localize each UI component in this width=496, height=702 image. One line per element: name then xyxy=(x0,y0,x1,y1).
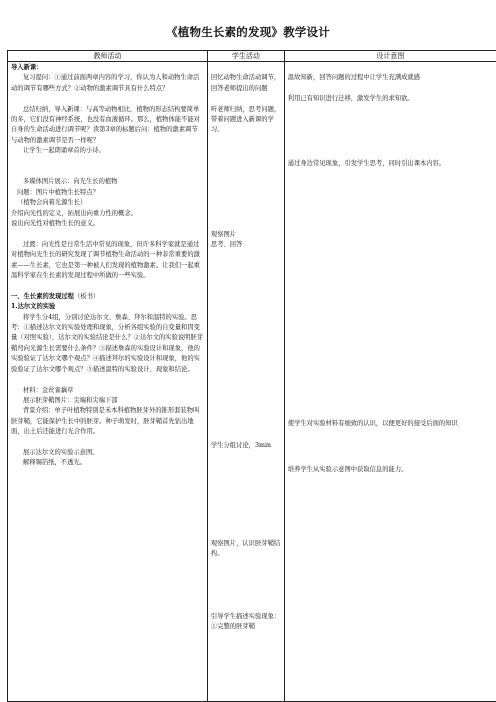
transition-paragraph: 过渡：向光性是日常生活中常见的现象，但许多科学家就是通过对植物向光生长的研究发现了调节植物生命活动的一种非常重要的激素——生长素，它也是第一种被人们发现的植物激素。让我们一起重温科学家在生长素的发现过程中所做的一些实验。 xyxy=(11,240,200,280)
phototropism-definition: 介绍向光性的定义，拓展出向重力性的概念。 xyxy=(11,209,137,217)
table-header-row xyxy=(8,51,496,62)
background-paragraph: 背景介绍：单子叶植物特别是禾本科植物胚芽外的锥形套装物叫胚芽鞘，它能保护生长中的胚芽。种子萌发时，胚芽鞘首先钻出地面，出土后还能进行光合作用。 xyxy=(11,407,200,436)
table-body-row xyxy=(8,62,496,702)
section-1-title: 一、生长素的发现过程 xyxy=(11,292,74,300)
material-line: 材料：金丝雀藕草 xyxy=(23,386,74,394)
question-line: 问题：图片中植物生长特点？ xyxy=(17,188,99,196)
section-1-note: （板书） xyxy=(73,292,100,300)
summary-paragraph: 总结归纳，导入新课：与高等动物相比，植物的形态结构要简单的多，它们没有神经系统，也没有血液循环。那么，植物体能不能对自身的生命活动进行调节呢？读第3章的标题后问：植物的激素调节与动物的激素调节是否一样呢？ xyxy=(11,105,200,144)
student-describe: 引导学生描述实验现象：①完整的胚芽鞘 xyxy=(210,612,281,631)
subsection-darwin-heading: 1.达尔文的实验 xyxy=(11,303,56,311)
teacher-activity-cell xyxy=(8,62,208,702)
intent-phenomenon: 通过身边常见现象，引发学生思考，同时引出课本内容。 xyxy=(287,159,446,167)
intro-heading: 导入新课： xyxy=(11,64,43,71)
intent-material: 使学生对实验材料有细致的认识，以便更好的接受后面的知识 xyxy=(287,420,458,427)
group-discussion-paragraph: 将学生分4组，分别讨论达尔文、詹森、拜尔和温特的实验。思考：①描述达尔文的实验处理和现象，分析各组实验的自变量和因变量（对照实验），达尔文的实验结论是什么？②达尔文的实验说明胚芽鞘弯向光源生长需要什么条件？③描述詹森的实验设计和现象，他的实验验证了达尔文哪个观点？④描述拜尔的实验设计和现象，他的实验验证了达尔文哪个观点？⑤描述温特的实验设计、现象和结论。 xyxy=(11,313,204,373)
coleoptile-image-line: 展示胚芽鞘图片：尖端和尖端下部 xyxy=(23,396,118,404)
lesson-table xyxy=(7,50,496,702)
student-observe: 观察图片 xyxy=(210,230,237,238)
section-1-heading xyxy=(11,292,204,302)
header-teacher: 教师活动 xyxy=(8,51,208,62)
design-intent-cell xyxy=(284,62,496,702)
intent-diagram: 培养学生从实验示意图中获取信息的能力。 xyxy=(287,466,408,474)
header-student: 学生活动 xyxy=(207,51,284,62)
student-observe-coleoptile: 观察图片，认识胚芽鞘结构。 xyxy=(210,540,281,558)
intent-review: 温故知新，回答问题的过程中让学生充满成就感 xyxy=(287,74,420,82)
answer-line: （植物会向着光源生长） xyxy=(17,199,87,207)
intent-transfer: 利用已有知识进行迁移，激发学生的求知欲。 xyxy=(287,95,414,103)
student-activity-cell xyxy=(207,62,284,702)
header-intent: 设计意图 xyxy=(284,51,496,62)
student-recall: 回忆动物生命活动调节，回答老师提出的问题 xyxy=(210,74,281,92)
student-think: 思考、回答 xyxy=(210,241,243,249)
darwin-diagram-line: 展示达尔文的实验示意图。 xyxy=(23,448,99,456)
student-listen: 听老师归纳，思考问题，带着问题进入新课的学习。 xyxy=(210,105,281,134)
poem-instruction: 让学生一起朗诵章首的小诗。 xyxy=(23,147,105,155)
page-title: 《植物生长素的发现》教学设计 xyxy=(166,25,330,39)
multimedia-line: 多媒体图片展示：向光生长的植物 xyxy=(23,178,118,186)
phototropism-meaning: 说出向光性对植物生长的意义。 xyxy=(11,220,100,228)
tinfoil-line: 解释锡箔纸，不透光。 xyxy=(23,459,86,467)
review-question: 复习提问：①通过前面两章内容的学习，你认为人和动物生命活动的调节有哪些方式？②动物的激素调节具有什么特点？ xyxy=(11,74,200,92)
student-group-discussion: 学生分组讨论，3min xyxy=(210,441,272,449)
